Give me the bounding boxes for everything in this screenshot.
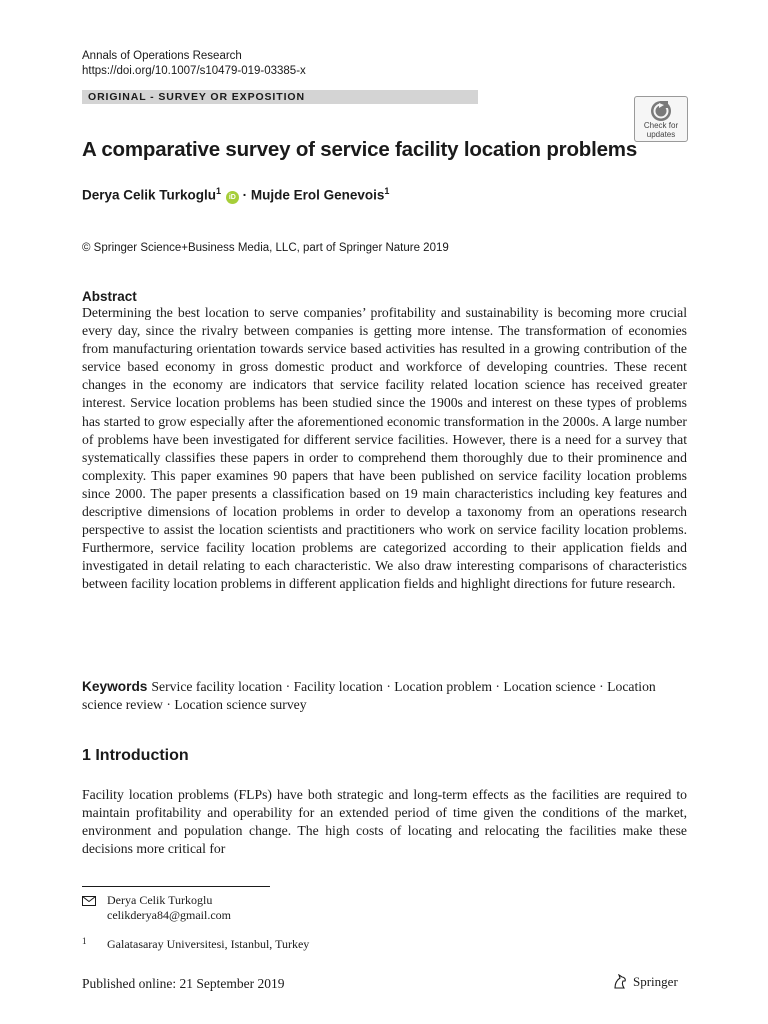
- affiliation-number: 1: [82, 936, 87, 946]
- corresponding-author-name: Derya Celik Turkoglu: [107, 893, 213, 907]
- affiliation-text: Galatasaray Universitesi, Istanbul, Turkey: [107, 937, 310, 951]
- published-date: Published online: 21 September 2019: [82, 976, 285, 991]
- badge-text-line1: Check for: [643, 121, 679, 130]
- envelope-icon: [82, 896, 96, 906]
- introduction-text: Facility location problems (FLPs) have both strategic and long-term effects as the facilities are required to maintain profitability and operability for an extended period of time given the conditions of the market, environment and population change. The high costs of locating and relocating the facilities make these decisions more critical for: [82, 787, 687, 857]
- check-updates-icon: [650, 100, 672, 122]
- abstract-heading: Abstract: [82, 289, 137, 304]
- orcid-icon[interactable]: iD: [226, 191, 239, 204]
- corresponding-author-email[interactable]: celikderya84@gmail.com: [107, 908, 232, 922]
- springer-logo: [612, 974, 678, 990]
- springer-horse-icon: [612, 974, 628, 990]
- article-type-bar: ORIGINAL - SURVEY OR EXPOSITION: [82, 90, 478, 104]
- copyright-notice: © Springer Science+Business Media, LLC, part of Springer Nature 2019: [82, 242, 449, 254]
- author-name[interactable]: Derya Celik Turkoglu: [82, 187, 217, 203]
- check-for-updates-badge[interactable]: [634, 96, 688, 142]
- abstract-text: Determining the best location to serve companies’ profitability and sustainability is becoming more crucial every day, since the rivalry between companies is getting more intense. The transformation of economies from manufacturing orientation towards service based activities has resulted in a growing contribution of the service based economy in gross domestic product and workforce of developing countries. These recent changes in the economy are indicators that service facility related location science has received greater interest. Service location problems has been studied since the 1900s and interest on these types of problems has started to grow especially after the aforementioned economic transformation in the 2000s. A large number of problems have been investigated for different service facilities. However, there is a need for a survey that systematically classifies these papers in order to comprehend them thoroughly due to their prominence and complexity. This paper examines 90 papers that have been published on service facility location problems since 2000. The paper presents a classification based on 19 main characteristics including key features and descriptive dimensions of location problems in order to develop a taxonomy from an operations research perspective to assist the location scientists and practitioners who work on service facility location problems. Furthermore, service facility location problems are categorized according to their application fields and investigated in detail relating to each characteristic. We also draw interesting comparisons of characteristics between facility location problems in different application fields and highlight directions for future research.: [82, 305, 687, 592]
- doi-link[interactable]: https://doi.org/10.1007/s10479-019-03385-x: [82, 65, 306, 77]
- springer-wordmark: Springer: [633, 974, 678, 989]
- journal-header: [82, 49, 306, 79]
- author-separator: ·: [238, 187, 251, 203]
- keywords: [82, 678, 687, 714]
- author-affiliation-mark: 1: [384, 186, 390, 196]
- badge-text-line2: updates: [646, 129, 676, 139]
- journal-name: Annals of Operations Research: [82, 50, 242, 62]
- keywords-label: Keywords: [82, 679, 148, 694]
- keywords-text: Service facility location · Facility location · Location problem · Location science · Location science review · Location science survey: [82, 679, 656, 712]
- section-heading-introduction: 1 Introduction: [82, 747, 189, 764]
- author-list: [82, 186, 389, 204]
- author-affiliation-mark: 1: [216, 186, 222, 196]
- author-name[interactable]: Mujde Erol Genevois: [250, 187, 385, 203]
- paper-title: A comparative survey of service facility location problems: [82, 138, 638, 161]
- footnote-divider: [82, 886, 270, 887]
